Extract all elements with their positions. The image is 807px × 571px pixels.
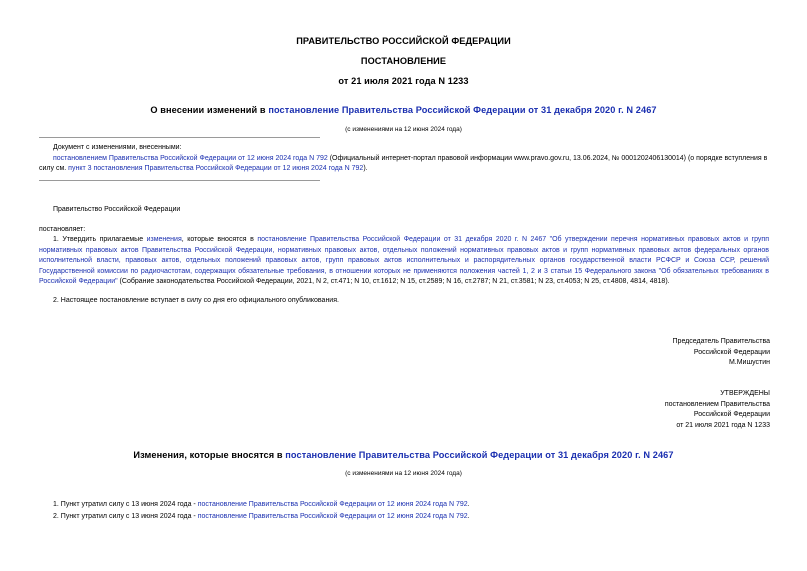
approved-line-4: от 21 июля 2021 года N 1233 [676,422,770,430]
changes-intro: Документ с изменениями, внесенными: [53,144,182,151]
approved-line-3: Российской Федерации [693,411,770,419]
signature-line-2: Российской Федерации [693,348,770,356]
item-1-link[interactable]: постановление Правительства Российской Федерации от 12 июня 2024 года N 792 [197,501,468,508]
title-link[interactable]: постановление Правительства Российской Федерации от 31 декабря 2020 г. N 2467 [268,105,657,115]
paragraph-2 [39,296,769,307]
p2-text: 2. Настоящее постановление вступает в силу со дня его официального опубликования. [53,297,339,304]
bottom-rule [39,180,320,181]
changes-revision-note: (с изменениями на 12 июня 2024 года) [345,470,462,477]
changes-text: (Официальный интернет-портал правовой информации www.pravo.gov.ru, 13.06.2024, № 0001202406130014) (о порядке вступления в силу см. [39,154,768,173]
item-2-link[interactable]: постановление Правительства Российской Федерации от 12 июня 2024 года N 792 [197,513,468,520]
list-item [53,512,773,523]
top-rule [39,137,320,138]
p1-link-changes[interactable]: изменения [146,236,182,243]
signature-name: М.Мишустин [728,359,770,367]
changes-link-point3[interactable]: пункт 3 постановления Правительства Российской Федерации от 12 июня 2024 года N 792 [68,165,364,173]
p1-text-a: 1. Утвердить прилагаемые [53,236,147,243]
item-2-text: 2. Пункт утратил силу с 13 июня 2024 года - [53,513,198,520]
changes-title-prefix: Изменения, которые вносятся в [133,450,286,460]
document-type: ПОСТАНОВЛЕНИЕ [360,56,447,66]
changes-text-end: ). [363,165,368,173]
p1-link-resolution-2467[interactable]: постановление Правительства Российской Федерации от 31 декабря 2020 г. N 2467 "Об утверждении перечня нормативных правовых актов и групп нормативных правовых актов Правительства Российской Федерации, нормативных правовых актов, отдельных положений нормативных правовых актов и групп нормативных правовых актов федеральных органов исполнительной власти, правовых актов, отдельных положений правовых актов, групп правовых актов исполнительных и распорядительных органов государственной власти РСФСР и Союза ССР, решений Государственной комиссии по радиочастотам, содержащих обязательные требования, в отношении которых не применяются положения частей 1, 2 и 3 статьи 15 Федерального закона "Об обязательных требованиях в Российской Федерации" [39,236,769,286]
item-1-text: 1. Пункт утратил силу с 13 июня 2024 года - [53,501,198,508]
item-1-end: . [467,501,470,508]
revision-note: (с изменениями на 12 июня 2024 года) [345,126,462,133]
signature-line-1: Председатель Правительства [672,338,770,345]
changes-list [39,154,769,175]
approved-line-1: УТВЕРЖДЕНЫ [720,390,770,397]
signature-block [673,337,770,369]
changes-title-link[interactable]: постановление Правительства Российской Федерации от 31 декабря 2020 г. N 2467 [285,450,674,460]
government-heading: ПРАВИТЕЛЬСТВО РОССИЙСКОЙ ФЕДЕРАЦИИ [296,36,511,46]
approved-line-2: постановлением Правительства [664,400,770,408]
approved-block [665,389,770,432]
p1-text-b: , которые вносятся в [181,236,258,243]
changes-title [0,450,807,460]
paragraph-1 [39,235,769,288]
changes-block [39,143,769,175]
p1-text-c: (Собрание законодательства Российской Федерации, 2021, N 2, ст.471; N 10, ст.1612; N 15, ст.2589; N 16, ст.2787; N 21, ст.3581; N 23, ст.4053; N 25, ст.4808, 4814, 4818). [117,278,670,286]
item-2-end: . [467,513,470,520]
govt-line: Правительство Российской Федерации [53,206,181,213]
resolves-line: постановляет: [39,226,86,233]
changes-link-792[interactable]: постановлением Правительства Российской Федерации от 12 июня 2024 года N 792 [53,154,328,162]
title-prefix: О внесении изменений в [150,105,269,115]
document-date-number: от 21 июля 2021 года N 1233 [338,76,469,86]
list-item [53,500,773,511]
document-title [0,105,807,115]
